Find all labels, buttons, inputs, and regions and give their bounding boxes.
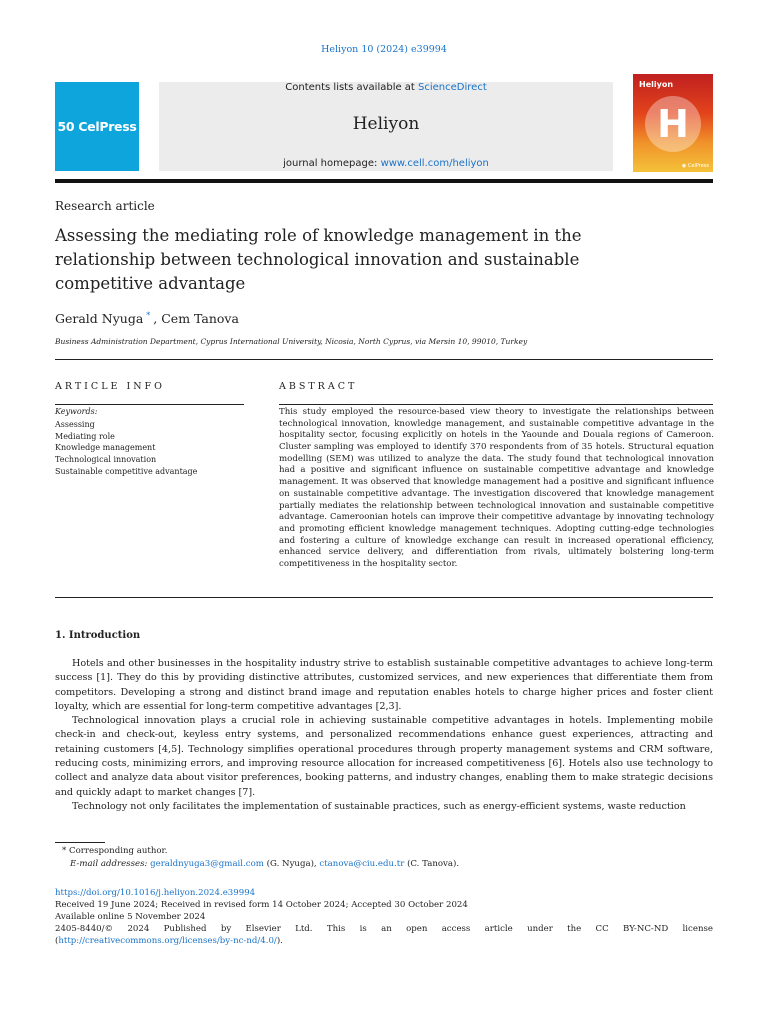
- abstract-heading: ABSTRACT: [279, 381, 358, 392]
- email-link-tanova[interactable]: ctanova@ciu.edu.tr: [319, 859, 405, 869]
- doi-link[interactable]: https://doi.org/10.1016/j.heliyon.2024.e39994: [55, 888, 256, 898]
- article-info-heading: ARTICLE INFO: [55, 381, 165, 392]
- available-online: Available online 5 November 2024: [55, 912, 206, 922]
- article-type: Research article: [55, 199, 155, 213]
- license-statement: 2405-8440/© 2024 Published by Elsevier Ltd. This is an open access article under the CC BY-NC-ND license: [55, 924, 713, 934]
- contents-line: [159, 82, 613, 93]
- author-list: [55, 311, 239, 326]
- paragraph: Technology not only facilitates the implementation of sustainable practices, such as energy-efficient systems, waste reduction: [72, 800, 686, 812]
- article-info-rule: [55, 404, 244, 405]
- journal-title: Heliyon: [352, 114, 420, 134]
- affiliation: Business Administration Department, Cyprus International University, Nicosia, North Cyprus, via Mersin 10, 99010, Turkey: [55, 337, 528, 346]
- keyword: Technological innovation: [55, 455, 157, 465]
- journal-cover-image[interactable]: [633, 74, 713, 172]
- cover-publisher: ◉ CelPress: [681, 163, 709, 169]
- email-label: E-mail addresses:: [70, 859, 148, 869]
- article-title: Assessing the mediating role of knowledge management in the relationship between technological innovation and sustainable competitive advantage: [55, 226, 582, 293]
- author-tanova[interactable]: , Cem Tanova: [153, 311, 239, 327]
- corresponding-author-mark[interactable]: *: [146, 311, 151, 320]
- publication-metadata: [55, 887, 713, 947]
- keywords-label: Keywords:: [55, 407, 98, 416]
- abstract-rule: [279, 404, 713, 405]
- cover-letter: H: [657, 102, 689, 146]
- heading-divider: [55, 359, 713, 360]
- keyword: Assessing: [55, 420, 95, 429]
- license-link[interactable]: http://creativecommons.org/licenses/by-nc-nd/4.0/: [58, 936, 277, 946]
- sciencedirect-link[interactable]: ScienceDirect: [418, 82, 487, 93]
- journal-reference[interactable]: Heliyon 10 (2024) e39994: [321, 44, 447, 55]
- abstract-text: This study employed the resource-based view theory to investigate the relationships between technological innovation, knowledge management, and sustainable competitive advantage in the hospitality sector, focusing explicitly on hotels in the Yaounde and Douala regions of Cameroon. Cluster sampling was employed to identify 370 respondents from of 35 hotels. Structural equation modelling (SEM) was utilized to analyze the data. The study found that technological innovation had a positive and significant influence on sustainable competitive advantage and knowledge management. It was observed that knowledge management had a positive and significant influence on sustainable competitive advantage. The investigation discovered that knowledge management partially mediates the relationship between technological innovation and sustainable competitive advantage. Cameroonian hotels can improve their competitive advantage by innovating technology and promoting efficient knowledge management techniques. Adopting cutting-edge technologies and fostering a culture of knowledge exchange can result in increased operational efficiency, enhanced service delivery, and differentiation from rivals, ultimately bolstering long-term competitiveness in the hospitality sector.: [279, 407, 714, 569]
- introduction-heading: 1. Introduction: [55, 630, 141, 641]
- abstract-divider: [55, 597, 713, 598]
- keyword: Mediating role: [55, 431, 115, 441]
- footnote-rule: [55, 842, 105, 843]
- keyword: Sustainable competitive advantage: [55, 466, 198, 476]
- keywords-list: [55, 419, 197, 478]
- homepage-link[interactable]: www.cell.com/heliyon: [380, 158, 489, 169]
- homepage-prefix: journal homepage:: [283, 158, 381, 169]
- paragraph: Hotels and other businesses in the hospitality industry strive to establish sustainable competitive advantages to achieve long-term success [1]. They do this by providing distinctive attributes, customized services, and new experiences that differentiate them from competitors. Developing a strong and distinct brand image and reputation enables hotels to charge higher prices and foster client loyalty, which are essential for long-term competitive advantages [2,3].: [55, 658, 713, 712]
- journal-homepage: [159, 158, 613, 169]
- email-addresses: [70, 859, 459, 869]
- received-dates: Received 19 June 2024; Received in revised form 14 October 2024; Accepted 30 October 2024: [55, 900, 468, 910]
- license-close: ).: [276, 936, 283, 946]
- email-owner-tanova: (C. Tanova).: [407, 859, 460, 869]
- paragraph: Technological innovation plays a crucial role in achieving sustainable competitive advantages in hotels. Implementing mobile check-in and check-out, keyless entry systems, and personalized recommendations enhance guest experiences, attracting and retaining customers [4,5]. Technology simplifies operational procedures through property management systems and CRM software, reducing costs, minimizing errors, and improving resource allocation for increased competitiveness [6]. Hotels also use technology to collect and analyze data about visitor preferences, booking patterns, and industry changes, enabling them to make strategic decisions and quickly adapt to market changes [7].: [55, 715, 713, 798]
- cover-emblem: [645, 96, 701, 152]
- cell-press-logo[interactable]: [55, 82, 139, 171]
- introduction-body: [55, 657, 713, 814]
- email-link-nyuga[interactable]: geraldnyuga3@gmail.com: [150, 859, 264, 869]
- cell-press-logo-text: 50 CelPress: [57, 119, 137, 134]
- cover-title: Heliyon: [639, 80, 674, 89]
- header-rule: [55, 179, 713, 183]
- contents-prefix: Contents lists available at: [285, 82, 419, 93]
- email-owner-nyuga: (G. Nyuga),: [266, 859, 317, 869]
- corresponding-author-note: * Corresponding author.: [62, 846, 168, 856]
- license-link-line: (http://creativecommons.org/licenses/by-nc-nd/4.0/).: [55, 936, 283, 946]
- keyword: Knowledge management: [55, 443, 156, 453]
- author-nyuga[interactable]: Gerald Nyuga: [55, 311, 144, 327]
